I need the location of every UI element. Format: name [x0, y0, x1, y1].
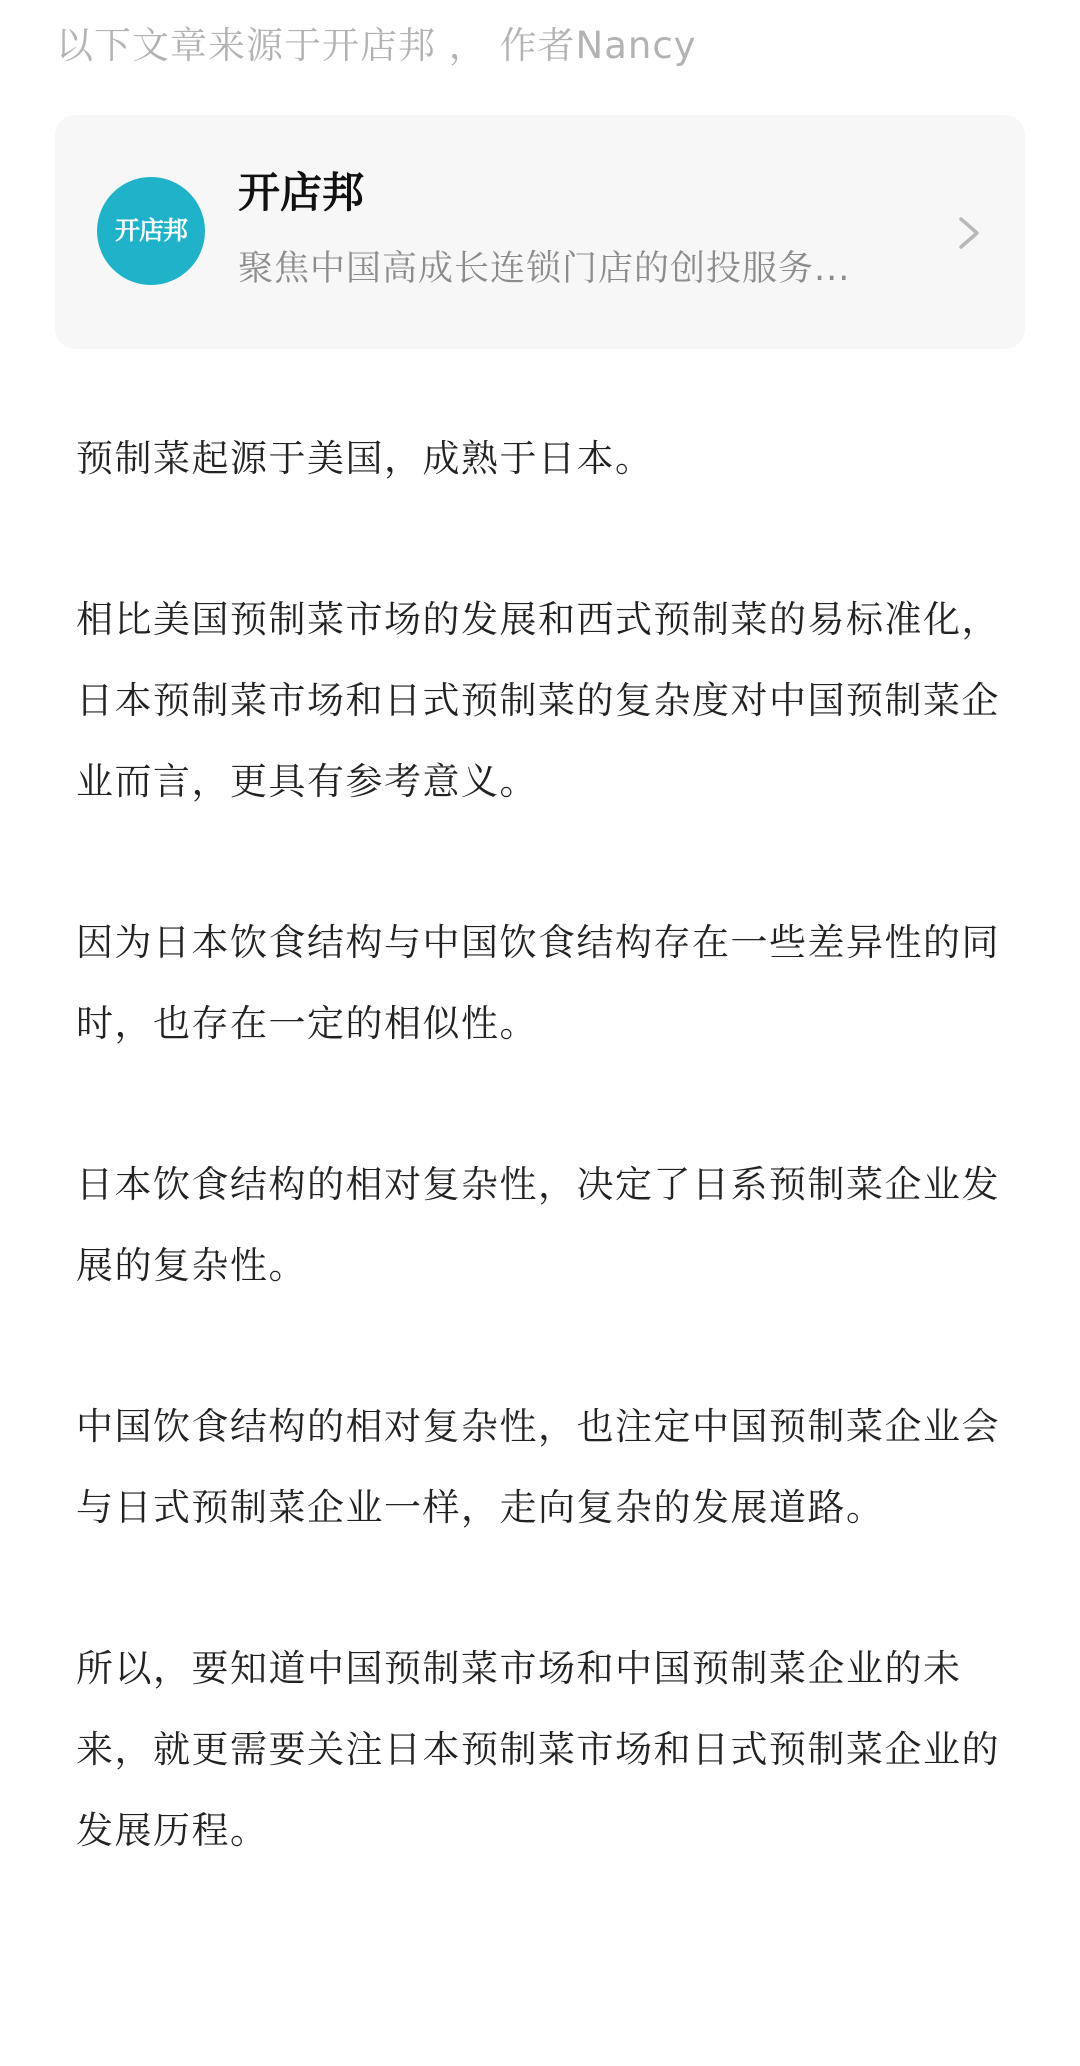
- account-card[interactable]: [55, 115, 1025, 349]
- article-paragraph: 中国饮食结构的相对复杂性，也注定中国预制菜企业会与日式预制菜企业一样，走向复杂的发展道路。: [76, 1405, 1000, 1529]
- account-logo: 开店邦: [97, 177, 205, 285]
- account-name: 开店邦: [238, 168, 365, 217]
- chevron-right-icon: [951, 213, 987, 253]
- article-body: [76, 418, 1006, 1951]
- article-paragraph: 所以，要知道中国预制菜市场和中国预制菜企业的未来，就更需要关注日本预制菜市场和日式预制菜企业的发展历程。: [76, 1647, 1000, 1852]
- article-paragraph: 预制菜起源于美国，成熟于日本。: [76, 437, 654, 480]
- article-source-line: 以下文章来源于开店邦 ， 作者Nancy: [56, 24, 697, 67]
- article-paragraph: 日本饮食结构的相对复杂性，决定了日系预制菜企业发展的复杂性。: [76, 1163, 1000, 1287]
- account-description: 聚焦中国高成长连锁门店的创投服务...: [238, 249, 851, 289]
- article-paragraph: 相比美国预制菜市场的发展和西式预制菜的易标准化，日本预制菜市场和日式预制菜的复杂度对中国预制菜企业而言，更具有参考意义。: [76, 598, 1000, 803]
- article-paragraph: 因为日本饮食结构与中国饮食结构存在一些差异性的同时，也存在一定的相似性。: [76, 921, 1000, 1045]
